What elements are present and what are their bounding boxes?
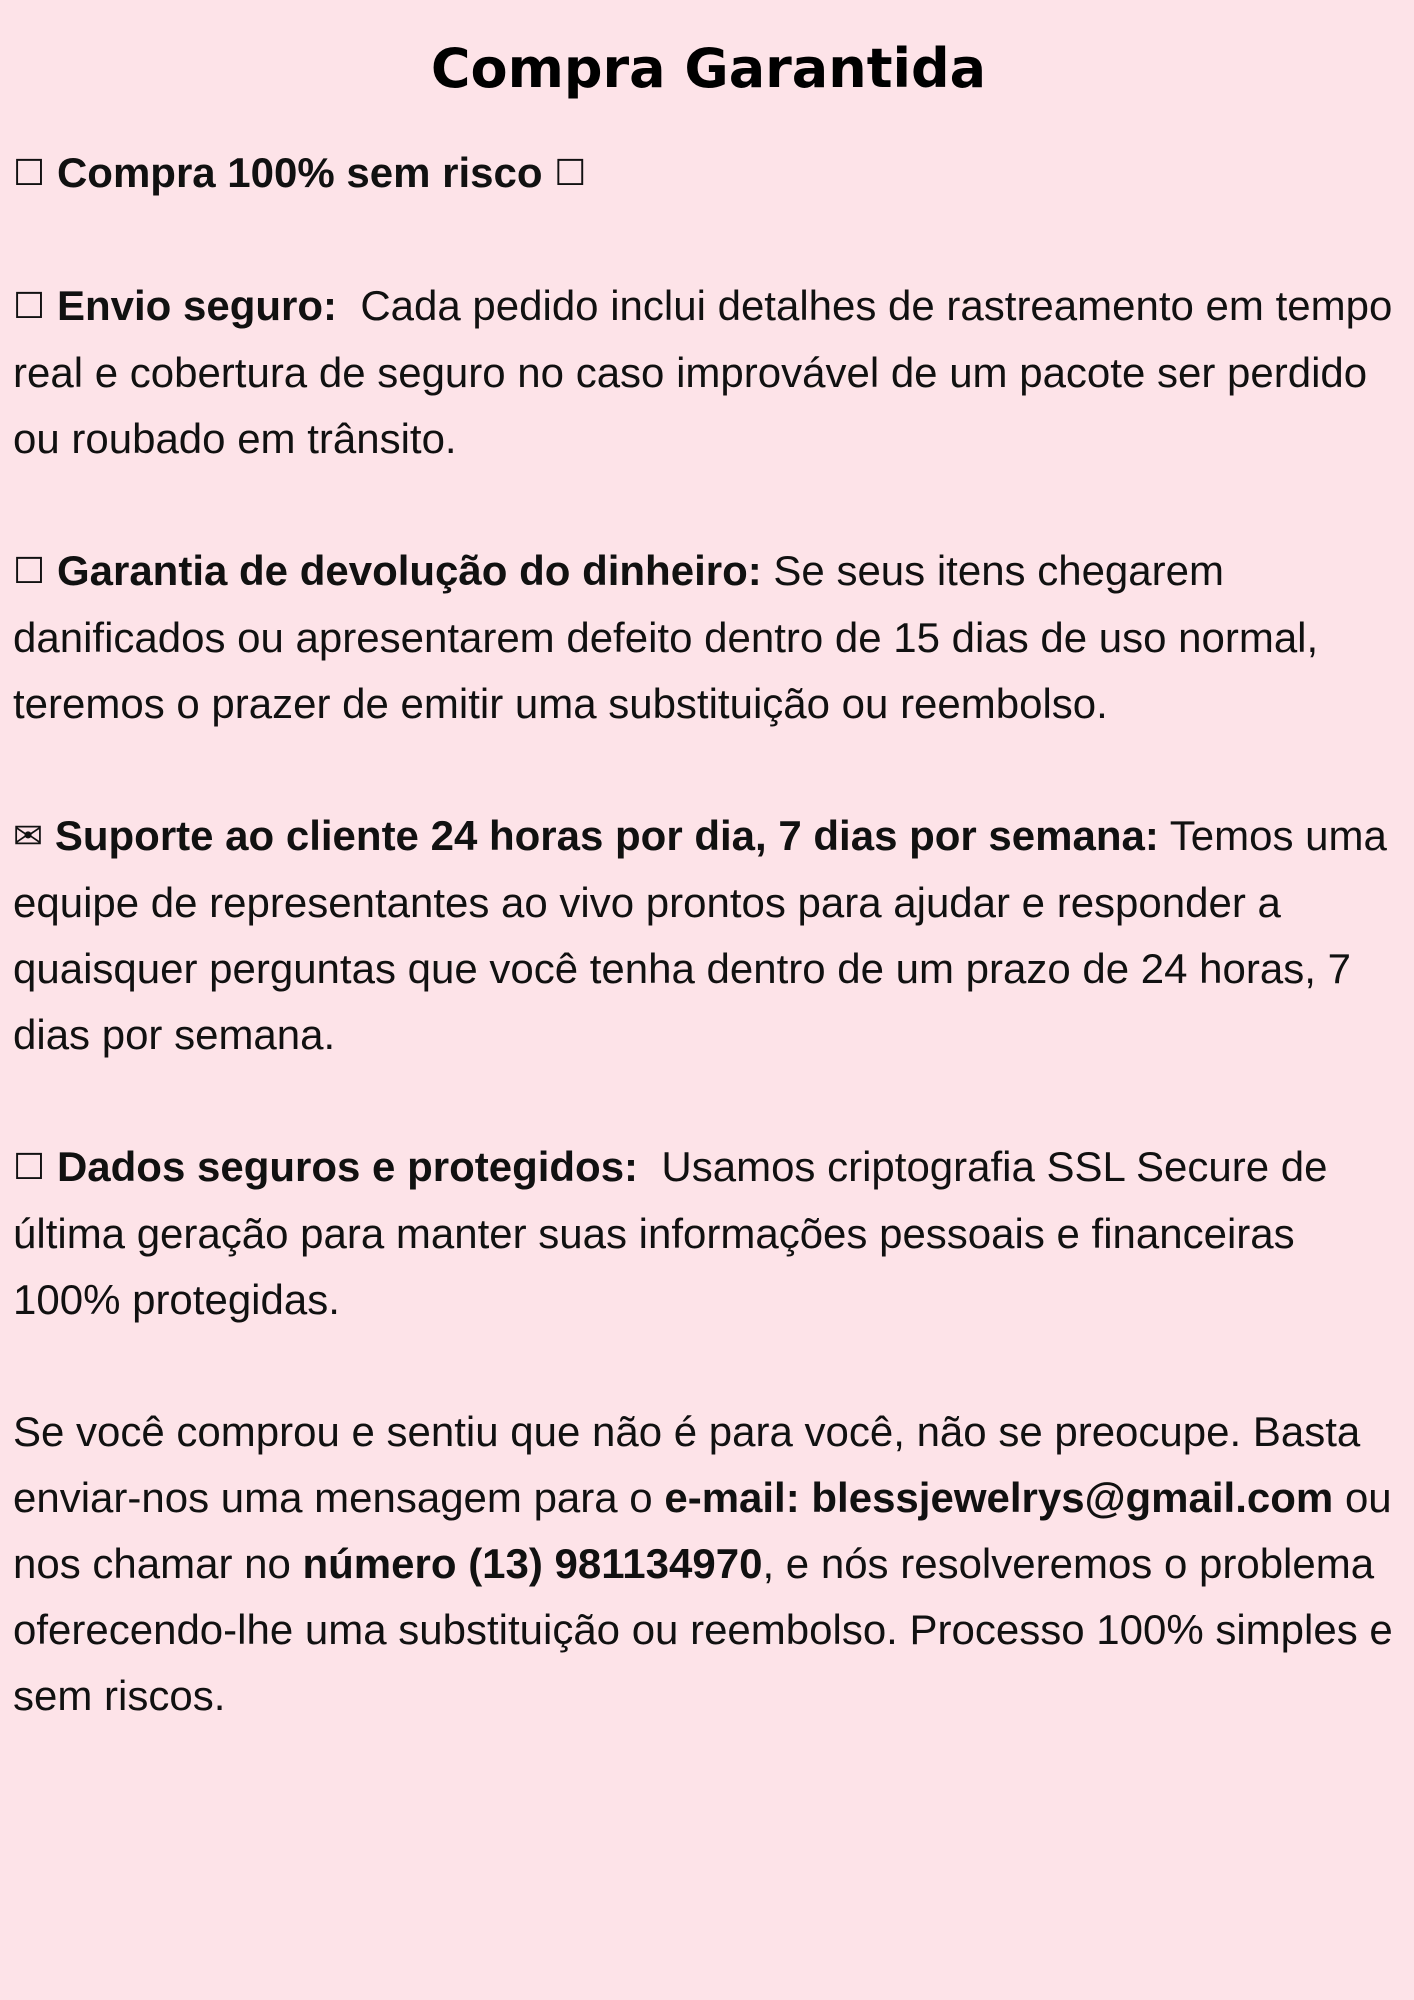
section-heading: Envio seguro: [56,282,337,329]
closing-text: , e nós resolveremos o problema oferecendo-lhe uma substituição ou reembolso. Processo 100% simples e sem riscos. [13,1540,1393,1719]
section-shipping [13,273,1408,472]
box-icon: ☐ [13,153,46,194]
section-heading: Garantia de devolução do dinheiro: [56,547,762,594]
page-title: Compra Garantida [430,37,987,100]
section-heading: Suporte ao cliente 24 horas por dia, 7 dias por semana: [54,812,1159,859]
email-label: e-mail: [664,1474,800,1521]
section-text: Usamos criptografia SSL Secure de última geração para manter suas informações pessoais e financeiras 100% protegidas. [13,1143,1328,1323]
closing-text: ou nos chamar no [13,1474,1392,1587]
section-text: Cada pedido inclui detalhes de rastreamento em tempo real e cobertura de seguro no caso improvável de um pacote ser perdido ou roubado em trânsito. [13,282,1393,462]
contact-email[interactable]: blessjewelrys@gmail.com [811,1474,1334,1521]
contact-phone[interactable]: (13) 981134970 [468,1540,763,1587]
closing-text: Se você comprou e sentiu que não é para você, não se preocupe. Basta enviar-nos uma mensagem para o [13,1408,1361,1521]
box-icon: ☐ [13,1147,46,1188]
guarantee-content [13,140,1408,1729]
box-icon: ☐ [13,286,46,327]
headline-text: Compra 100% sem risco [56,149,543,196]
section-text: Se seus itens chegarem danificados ou apresentarem defeito dentro de 15 dias de uso normal, teremos o prazer de emitir uma substituição ou reembolso. [13,547,1319,727]
section-text: Temos uma equipe de representantes ao vivo prontos para ajudar e responder a quaisquer perguntas que você tenha dentro de um prazo de 24 horas, 7 dias por semana. [13,812,1387,1058]
envelope-icon: ✉ [13,816,44,857]
headline [13,140,1408,207]
section-data-security [13,1134,1408,1333]
section-money-back [13,538,1408,737]
box-icon: ☐ [13,551,46,592]
box-icon: ☐ [554,153,587,194]
closing-paragraph [13,1399,1408,1729]
section-heading: Dados seguros e protegidos: [56,1143,639,1190]
phone-label: número [302,1540,457,1587]
section-support [13,803,1408,1068]
